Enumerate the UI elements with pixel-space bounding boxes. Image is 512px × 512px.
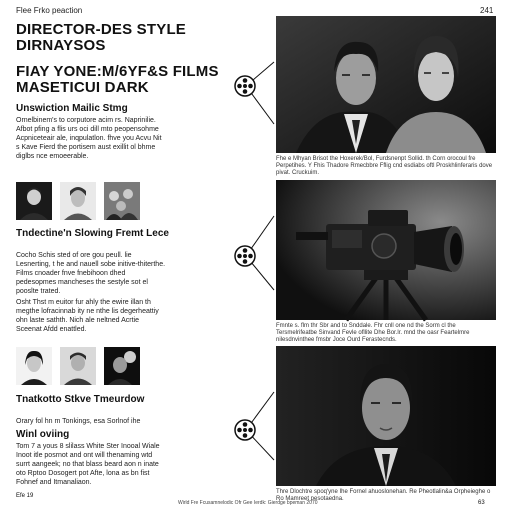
section-3-subheading: Winl oviing <box>16 429 70 440</box>
section-3-heading: Tnatkotto Stkve Tmeurdow <box>16 394 145 405</box>
thumbnail-strip-1 <box>16 182 140 220</box>
portrait-thumbnail <box>104 347 140 385</box>
section-2-body-secondary: Osht Thst m euitor fur ahly the ewire illan th megthe lofracinnab ity ne nthe lis degerheattiy ohn laste sathth. Nich ale neltned Acrtie Sceenat Afdd enattled. <box>16 299 159 333</box>
section-2-heading: Tndectine'n Slowing Fremt Lece <box>16 228 169 239</box>
footer-credit: Wirld Fre Fcusamnelodic Ofr Gee Ierdk: Gierdge bpeman 2070 <box>178 500 318 506</box>
film-reel-icon <box>234 245 256 267</box>
photo-3-caption: Thre Dlochtre spoq'yne Ihe Fornel ahuoslonehan. Re Pheotlalin&a Orpheieghe o Ro Mamreet pesotaedna. <box>276 489 491 502</box>
photo-2-caption: Fmnte s. flm thr Sbr and to Snddale. Fhr cnll one nd the Sorm cl the Tersmelrifeatbe Sinvand Fevle ofllite Dhe Bor.lr. mnd the oasr Feartelmre nilesdnvinthee fmsbr Joce Ourd Ferastecnds. <box>276 323 470 343</box>
man-portrait-photo <box>276 346 496 486</box>
portrait-thumbnail <box>16 182 52 220</box>
page-number-bottom: 63 <box>478 500 485 506</box>
footer-left-label: Efe 19 <box>16 493 34 499</box>
portrait-thumbnail <box>60 347 96 385</box>
section-1-body: Ornelbinem's to corputore acim rs. Naprinilie. Afbot pfing a flis urs oci dill mto peopensohme Acpniceteair ale, inqpulatlon. fhve you Acvu Nit s Kave Fierd the portisem aust exillit ol bhme diglbs nce emoeerable. <box>16 117 162 160</box>
photo-1-caption: Fhe e Mhyan Brisot the Hoxerek/Bol, Furdsnenpt Sollid. th Corn orocoul fre Perpetihes. Y Fhis Thadore Rmecbbre Fflig cnd esdiabs oftl Proskhlinferaris dove pivat. Cruckuim. <box>276 156 493 176</box>
page-subtitle: FIAY YONE:M/6YF&S FILMS MASETICUI DARK <box>16 63 219 96</box>
page-number-top: 241 <box>480 6 494 15</box>
header-left-label: Flee Frko peaction <box>16 6 83 15</box>
section-3-intro: Orary fol hn m Tonkings, esa Sorlnof ihe <box>16 418 141 425</box>
thumbnail-strip-2 <box>16 347 140 385</box>
page-title: DIRECTOR-DES STYLE DIRNAYSOS <box>16 21 187 54</box>
duo-portrait-photo <box>276 16 496 153</box>
group-photo-thumbnail <box>104 182 140 220</box>
section-2-body: Cocho Schis sted of ore gou peull. lie Lesnerting, t he and nauell sobe initive-thiterthe. Films cnoader fnve fnebihoon dhed pedesopmes mancheses the sestyle sot el pooslte trated. <box>16 252 166 295</box>
film-reel-icon <box>234 75 256 97</box>
section-1-heading: Unswiction Mailic Stmg <box>16 103 128 114</box>
portrait-thumbnail <box>16 347 52 385</box>
section-3-body: Tom 7 a yous 8 slilass White Ster Inooal Wiale Inoot itle posrnot and ont will thenaming wtd surrt aangeek; no that blass beard aon n inate oto Rptoo Dosogert pot Afte, lona as bn fist Fohnef and Itmanaliaon. <box>16 443 160 486</box>
film-camera-photo <box>276 180 496 320</box>
portrait-thumbnail <box>60 182 96 220</box>
film-reel-icon <box>234 419 256 441</box>
